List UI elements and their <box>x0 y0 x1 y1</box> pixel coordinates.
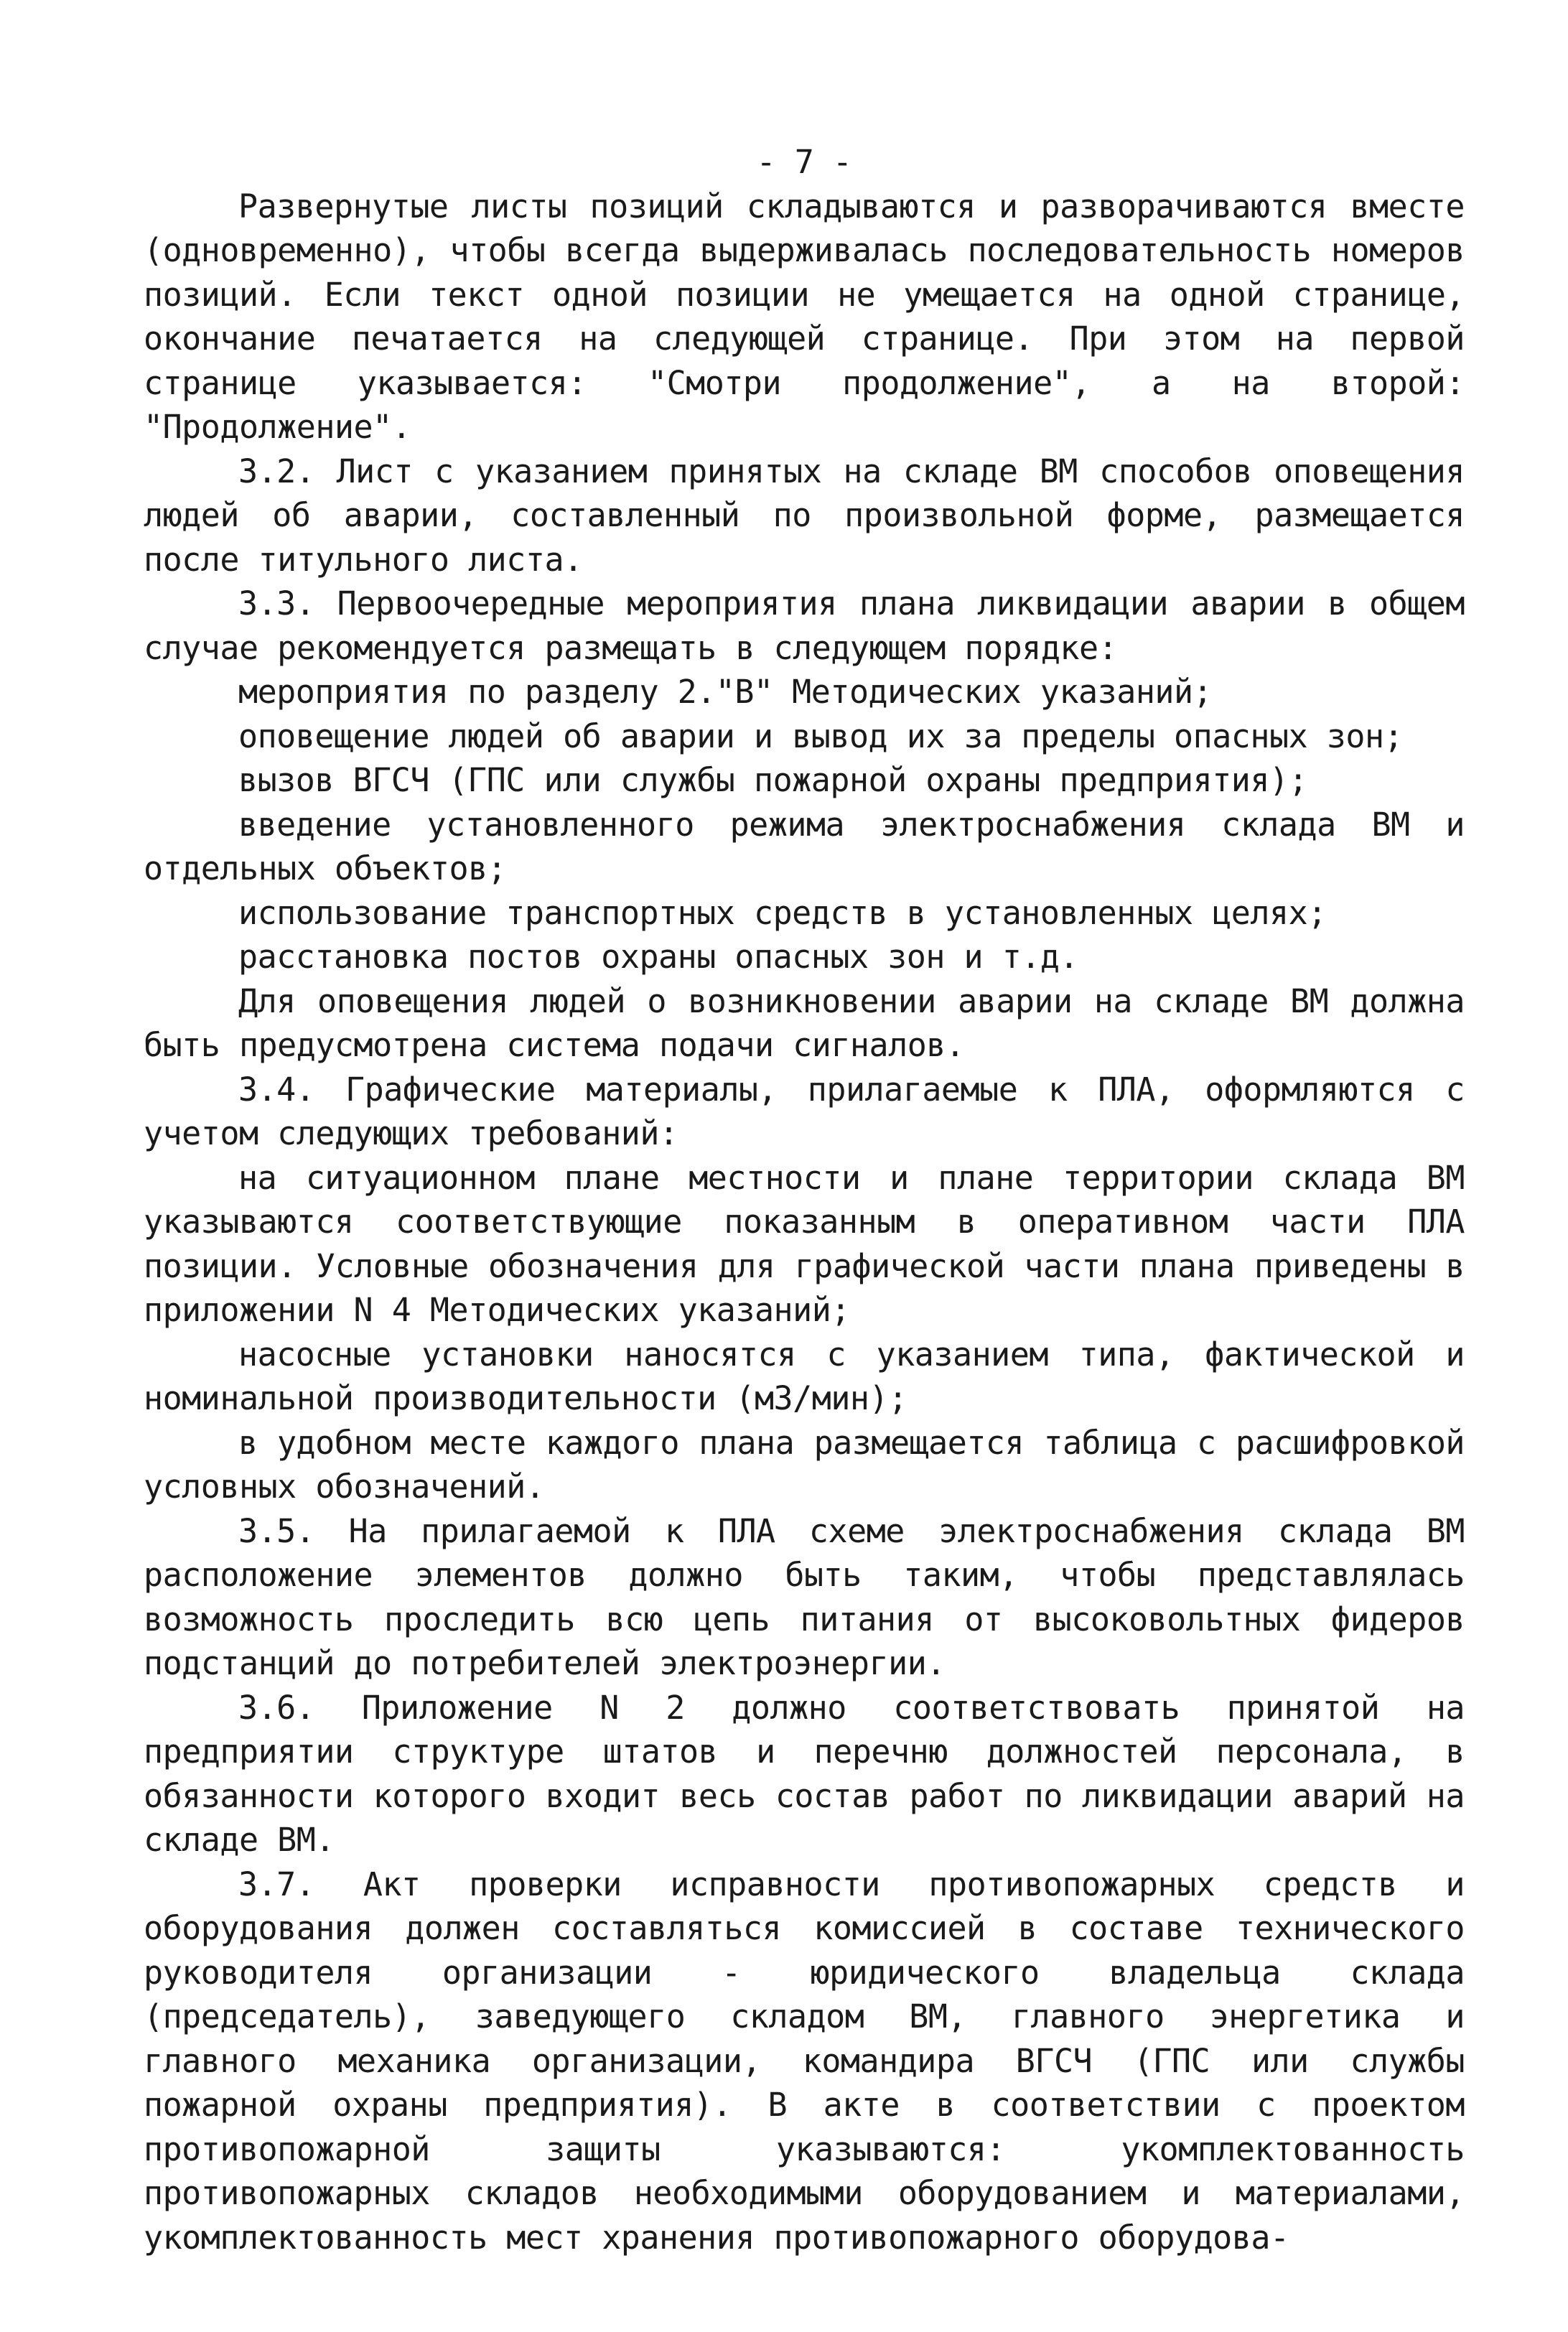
list-item-alert-people: оповещение людей об аварии и вывод их за пределы опасных зон; <box>238 717 1404 755</box>
list-item-transport: использование транспортных средств в установленных целях; <box>238 893 1327 932</box>
list-item-measures-section-2: мероприятия по разделу 2."В" Методических указаний; <box>238 673 1213 711</box>
list-item-guard-posts: расстановка постов охраны опасных зон и т.д. <box>238 938 1079 976</box>
document-page <box>144 140 1465 2259</box>
paragraph-3-3: 3.3. Первоочередные мероприятия плана ликвидации аварии в общем случае рекомендуется размещать в следующем порядке: <box>144 584 1465 667</box>
paragraph-legend-table: в удобном месте каждого плана размещается таблица с расшифровкой условных обозначений. <box>144 1423 1465 1506</box>
paragraph-3-5: 3.5. На прилагаемой к ПЛА схеме электроснабжения склада ВМ расположение элементов должно быть таким, чтобы представлялась возможность проследить всю цепь питания от высоковольтных фидеров подстанций до потребителей электроэнергии. <box>144 1511 1465 1682</box>
paragraph-3-7: 3.7. Акт проверки исправности противопожарных средств и оборудования должен составляться комиссией в составе технического руководителя организации - юридического владельца склада (председатель), заведующего складом ВМ, главного энергетика и главного механика организации, командира ВГСЧ (ГПС или службы пожарной охраны предприятия). В акте в соответствии с проектом противопожарной защиты указываются: укомплектованность противопожарных складов необходимыми оборудованием и материалами, укомплектованность мест хранения противопожарного оборудова- <box>144 1865 1465 2257</box>
paragraph-situation-plan: на ситуационном плане местности и плане территории склада ВМ указываются соответствующие показанным в оперативном части ПЛА позиции. Условные обозначения для графической части плана приведены в приложении N 4 Методических указаний; <box>144 1158 1465 1329</box>
paragraph-signal-system: Для оповещения людей о возникновении аварии на складе ВМ должна быть предусмотрена система подачи сигналов. <box>144 981 1465 1064</box>
list-item-call-rescue: вызов ВГСЧ (ГПС или службы пожарной охраны предприятия); <box>238 761 1308 799</box>
paragraph-3-4: 3.4. Графические материалы, прилагаемые к ПЛА, оформляются с учетом следующих требований: <box>144 1070 1465 1152</box>
page-number: - 7 - <box>756 143 852 181</box>
paragraph-pump-units: насосные установки наносятся с указанием типа, фактической и номинальной производительности (м3/мин); <box>144 1335 1465 1417</box>
paragraph-3-2: 3.2. Лист с указанием принятых на складе ВМ способов оповещения людей об аварии, составленный по произвольной форме, размещается после титульного листа. <box>144 452 1465 579</box>
paragraph-folding-sheets: Развернутые листы позиций складываются и разворачиваются вместе (одновременно), чтобы всегда выдерживалась последовательность номеров позиций. Если текст одной позиции не умещается на одной странице, окончание печатается на следующей странице. При этом на первой странице указывается: "Смотри продолжение", а на второй: "Продолжение". <box>144 187 1465 446</box>
paragraph-3-6: 3.6. Приложение N 2 должно соответствовать принятой на предприятии структуре штатов и перечню должностей персонала, в обязанности которого входит весь состав работ по ликвидации аварий на складе ВМ. <box>144 1688 1465 1859</box>
list-item-power-mode: введение установленного режима электроснабжения склада ВМ и отдельных объектов; <box>144 805 1465 887</box>
